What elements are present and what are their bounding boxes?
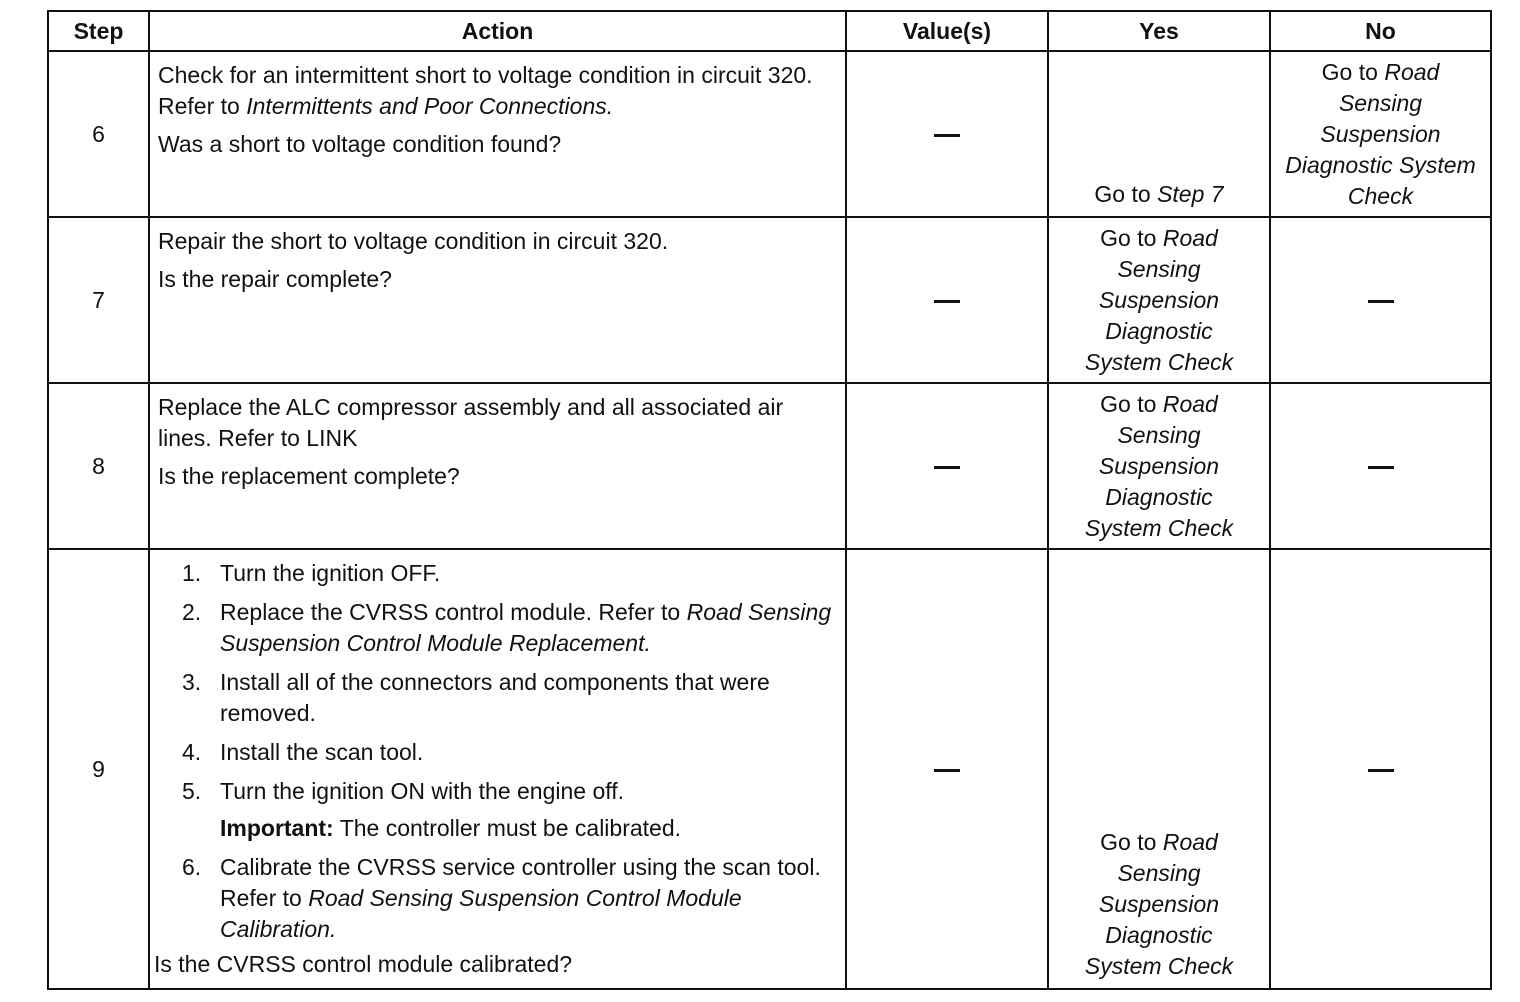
list-item xyxy=(182,852,839,945)
action-text: Repair the short to voltage condition in circuit 320. xyxy=(158,228,669,254)
yes-cell xyxy=(1048,549,1270,989)
step-number: 6 xyxy=(48,51,149,217)
value-cell xyxy=(846,383,1048,549)
list-item xyxy=(182,667,839,729)
list-item-text: Turn the ignition ON with the engine off. xyxy=(220,778,625,804)
no-goto-text: Go to xyxy=(1321,58,1385,85)
step-number: 7 xyxy=(48,217,149,383)
list-item-number: 3. xyxy=(182,669,202,695)
step-number: 9 xyxy=(48,549,149,989)
dash-mark xyxy=(934,134,960,137)
no-cell xyxy=(1270,51,1491,217)
dash-mark xyxy=(1368,300,1394,303)
dash-mark xyxy=(1368,769,1394,772)
list-item-text-part: Calibrate the CVRSS service controller using the scan tool. Refer to xyxy=(220,854,821,911)
list-item xyxy=(182,597,839,659)
value-cell xyxy=(846,51,1048,217)
procedure-list xyxy=(158,558,839,807)
dash-mark xyxy=(934,466,960,469)
header-yes: Yes xyxy=(1048,11,1270,51)
yes-cell xyxy=(1048,383,1270,549)
yes-cell xyxy=(1048,217,1270,383)
yes-goto-text: Go to xyxy=(1100,224,1163,251)
important-label: Important: xyxy=(220,815,334,841)
list-item-number: 6. xyxy=(182,854,202,880)
list-item-text: Turn the ignition OFF. xyxy=(220,560,441,586)
important-note xyxy=(158,813,839,844)
header-row xyxy=(48,11,1491,51)
action-cell xyxy=(149,51,846,217)
header-no: No xyxy=(1270,11,1491,51)
header-values: Value(s) xyxy=(846,11,1048,51)
value-cell xyxy=(846,549,1048,989)
value-cell xyxy=(846,217,1048,383)
list-item-reference-link[interactable]: Road Sensing Suspension Control Module Calibration. xyxy=(220,885,742,942)
list-item-number: 1. xyxy=(182,560,202,586)
list-item-number: 4. xyxy=(182,739,202,765)
action-question: Is the repair complete? xyxy=(158,266,392,292)
action-question: Was a short to voltage condition found? xyxy=(158,131,562,157)
no-cell xyxy=(1270,217,1491,383)
yes-goto-link[interactable]: Step 7 xyxy=(1157,181,1224,207)
yes-goto-text: Go to xyxy=(1100,829,1163,855)
header-step: Step xyxy=(48,11,149,51)
list-item xyxy=(182,737,839,768)
header-action: Action xyxy=(149,11,846,51)
table-row xyxy=(48,51,1491,217)
action-text: Replace the ALC compressor assembly and all associated air lines. Refer to LINK xyxy=(158,394,784,451)
yes-cell xyxy=(1048,51,1270,217)
yes-goto-link[interactable]: Road Sensing Suspension Diagnostic System Check xyxy=(1084,224,1234,375)
action-question: Is the replacement complete? xyxy=(158,463,460,489)
list-item-text: Install the scan tool. xyxy=(220,739,424,765)
action-question: Is the CVRSS control module calibrated? xyxy=(154,951,573,977)
action-cell xyxy=(149,217,846,383)
no-goto-link[interactable]: Road Sensing Suspension Diagnostic System Check xyxy=(1285,58,1476,209)
no-cell xyxy=(1270,383,1491,549)
step-number: 8 xyxy=(48,383,149,549)
action-cell xyxy=(149,549,846,989)
list-item-text xyxy=(220,852,839,945)
diagnostic-table xyxy=(47,10,1492,990)
table-row xyxy=(48,217,1491,383)
dash-mark xyxy=(934,769,960,772)
procedure-list xyxy=(158,852,839,945)
list-item xyxy=(182,558,839,589)
list-item xyxy=(182,776,839,807)
no-cell xyxy=(1270,549,1491,989)
table-row xyxy=(48,549,1491,989)
action-reference-link[interactable]: Intermittents and Poor Connections. xyxy=(246,93,614,119)
yes-goto-text: Go to xyxy=(1100,390,1163,417)
list-item-text-part: Replace the CVRSS control module. Refer to xyxy=(220,599,687,625)
action-cell xyxy=(149,383,846,549)
list-item-reference-link[interactable]: Road Sensing Suspension Control Module Replacement. xyxy=(220,599,832,656)
important-text: The controller must be calibrated. xyxy=(333,815,682,841)
list-item-text: Install all of the connectors and components that were removed. xyxy=(220,669,770,726)
list-item-number: 2. xyxy=(182,599,202,625)
table-row xyxy=(48,383,1491,549)
yes-goto-link[interactable]: Road Sensing Suspension Diagnostic System Check xyxy=(1084,390,1234,541)
dash-mark xyxy=(934,300,960,303)
yes-goto-link[interactable]: Road Sensing Suspension Diagnostic System Check xyxy=(1084,829,1234,979)
dash-mark xyxy=(1368,466,1394,469)
yes-goto-text: Go to xyxy=(1094,181,1158,207)
list-item-text xyxy=(220,597,839,659)
action-text: Check for an intermittent short to voltage condition in circuit 320. Refer to xyxy=(158,62,813,119)
list-item-number: 5. xyxy=(182,778,202,804)
